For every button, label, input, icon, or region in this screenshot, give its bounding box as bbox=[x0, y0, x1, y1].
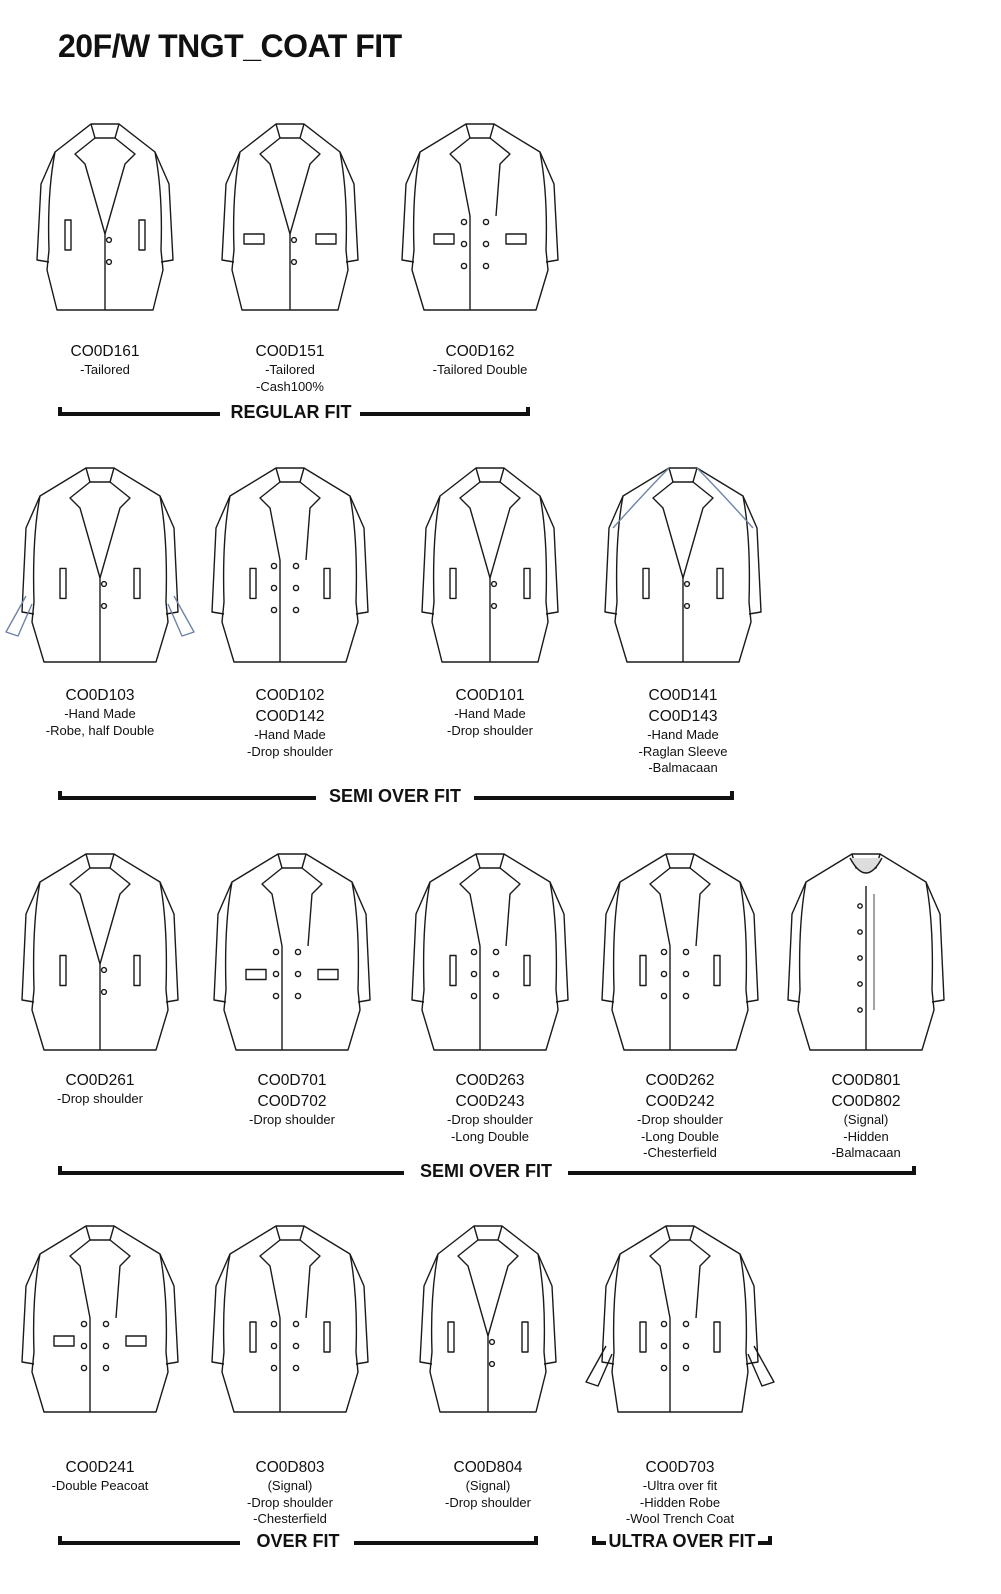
style-code: CO0D161 bbox=[70, 343, 140, 360]
style-note: -Chesterfield bbox=[253, 1511, 327, 1526]
style-note: -Hand Made bbox=[254, 727, 326, 742]
coat-illustration bbox=[20, 1220, 180, 1420]
coat-icon bbox=[410, 848, 570, 1058]
coat-icon bbox=[410, 462, 570, 670]
coat-icon bbox=[212, 848, 372, 1058]
style-note: (Signal) bbox=[465, 1478, 511, 1493]
coat-caption bbox=[0, 1070, 200, 1108]
coat-caption bbox=[580, 1457, 780, 1528]
style-note: -Robe, half Double bbox=[45, 722, 155, 738]
style-code: CO0D703 bbox=[645, 1459, 715, 1476]
coat-illustration bbox=[410, 462, 570, 670]
coat-illustration bbox=[786, 848, 946, 1058]
style-note: -Balmacaan bbox=[831, 1145, 901, 1160]
style-note: -Cash100% bbox=[256, 378, 324, 394]
style-note: -Tailored Double bbox=[432, 362, 528, 377]
coat-illustration bbox=[210, 1220, 370, 1420]
style-note: -Tailored bbox=[80, 362, 130, 377]
coat-caption bbox=[0, 685, 200, 739]
style-note: -Chesterfield bbox=[643, 1145, 717, 1160]
coat-icon bbox=[210, 462, 370, 670]
coat-caption bbox=[5, 341, 205, 379]
style-code: CO0D241 bbox=[65, 1459, 135, 1476]
style-note: -Hand Made bbox=[454, 706, 526, 721]
style-note: -Hand Made bbox=[647, 727, 719, 742]
style-note: -Drop shoulder bbox=[247, 1494, 333, 1510]
style-note: -Hidden bbox=[843, 1128, 889, 1144]
style-note: -Drop shoulder bbox=[57, 1091, 143, 1106]
coat-caption bbox=[190, 685, 390, 760]
coat-caption bbox=[192, 1070, 392, 1129]
coat-illustration bbox=[400, 118, 560, 318]
coat-caption bbox=[0, 1457, 200, 1495]
coat-illustration bbox=[600, 848, 760, 1058]
style-code: CO0D102 bbox=[255, 687, 325, 704]
section-label: ULTRA OVER FIT bbox=[608, 1531, 756, 1551]
style-code: CO0D142 bbox=[255, 708, 325, 725]
style-code: CO0D243 bbox=[455, 1093, 525, 1110]
coat-icon bbox=[210, 118, 370, 318]
coat-illustration bbox=[20, 462, 180, 670]
style-code: CO0D143 bbox=[648, 708, 718, 725]
style-code: CO0D261 bbox=[65, 1072, 135, 1089]
section-label: OVER FIT bbox=[256, 1531, 340, 1551]
coat-caption bbox=[766, 1070, 966, 1162]
style-code: CO0D801 bbox=[831, 1072, 901, 1089]
coat-icon bbox=[600, 1220, 760, 1420]
coat-illustration bbox=[603, 462, 763, 670]
coat-icon bbox=[603, 462, 763, 670]
page-title: 20F/W TNGT_COAT FIT bbox=[58, 28, 402, 64]
coat-caption bbox=[388, 1457, 588, 1511]
section-divider-semi-over-1 bbox=[58, 786, 734, 810]
coat-illustration bbox=[210, 118, 370, 318]
coat-icon bbox=[408, 1220, 568, 1420]
style-code: CO0D151 bbox=[255, 343, 325, 360]
coat-illustration bbox=[600, 1220, 760, 1420]
style-code: CO0D242 bbox=[645, 1093, 715, 1110]
coat-icon bbox=[400, 118, 560, 318]
style-note: -Ultra over fit bbox=[642, 1478, 718, 1493]
section-divider-semi-over-2 bbox=[58, 1161, 916, 1185]
coat-illustration bbox=[20, 848, 180, 1058]
coat-illustration bbox=[25, 118, 185, 318]
coat-illustration bbox=[410, 848, 570, 1058]
style-note: -Drop shoulder bbox=[445, 1494, 531, 1510]
style-note: -Wool Trench Coat bbox=[625, 1511, 735, 1526]
coat-illustration bbox=[210, 462, 370, 670]
style-code: CO0D162 bbox=[445, 343, 515, 360]
coat-icon bbox=[25, 118, 185, 318]
coat-icon bbox=[20, 848, 180, 1058]
style-code: CO0D701 bbox=[257, 1072, 327, 1089]
style-note: -Drop shoulder bbox=[247, 743, 333, 759]
section-label: REGULAR FIT bbox=[230, 402, 352, 422]
style-note: -Tailored bbox=[265, 362, 315, 377]
style-note: -Drop shoulder bbox=[249, 1112, 335, 1127]
coat-illustration bbox=[212, 848, 372, 1058]
section-label: SEMI OVER FIT bbox=[328, 786, 462, 806]
style-code: CO0D702 bbox=[257, 1093, 327, 1110]
coat-caption bbox=[390, 1070, 590, 1145]
coat-caption bbox=[580, 1070, 780, 1162]
coat-caption bbox=[380, 341, 580, 379]
style-note: -Drop shoulder bbox=[637, 1112, 723, 1127]
section-label: SEMI OVER FIT bbox=[419, 1161, 553, 1181]
coat-caption bbox=[190, 341, 390, 395]
style-code: CO0D263 bbox=[455, 1072, 525, 1089]
coat-icon bbox=[210, 1220, 370, 1420]
style-note: (Signal) bbox=[843, 1112, 889, 1127]
style-note: -Raglan Sleeve bbox=[638, 743, 728, 759]
coat-caption bbox=[583, 685, 783, 777]
section-divider-ultra-over bbox=[592, 1531, 772, 1555]
style-code: CO0D141 bbox=[648, 687, 718, 704]
coat-icon bbox=[20, 462, 180, 670]
style-note: -Long Double bbox=[450, 1128, 530, 1144]
style-note: -Hand Made bbox=[64, 706, 136, 721]
style-note: -Long Double bbox=[640, 1128, 720, 1144]
style-note: -Double Peacoat bbox=[51, 1478, 149, 1493]
section-divider-regular bbox=[58, 402, 530, 426]
style-note: -Drop shoulder bbox=[447, 722, 533, 738]
coat-illustration bbox=[408, 1220, 568, 1420]
coat-icon bbox=[20, 1220, 180, 1420]
style-code: CO0D262 bbox=[645, 1072, 715, 1089]
style-code: CO0D101 bbox=[455, 687, 525, 704]
coat-icon bbox=[600, 848, 760, 1058]
coat-caption bbox=[190, 1457, 390, 1528]
style-note: -Hidden Robe bbox=[639, 1494, 721, 1510]
style-code: CO0D103 bbox=[65, 687, 135, 704]
style-note: (Signal) bbox=[267, 1478, 313, 1493]
section-divider-over bbox=[58, 1531, 538, 1555]
style-code: CO0D802 bbox=[831, 1093, 901, 1110]
style-note: -Balmacaan bbox=[648, 760, 718, 775]
style-code: CO0D804 bbox=[453, 1459, 523, 1476]
style-note: -Drop shoulder bbox=[447, 1112, 533, 1127]
coat-icon bbox=[786, 848, 946, 1058]
coat-caption bbox=[390, 685, 590, 739]
style-code: CO0D803 bbox=[255, 1459, 325, 1476]
